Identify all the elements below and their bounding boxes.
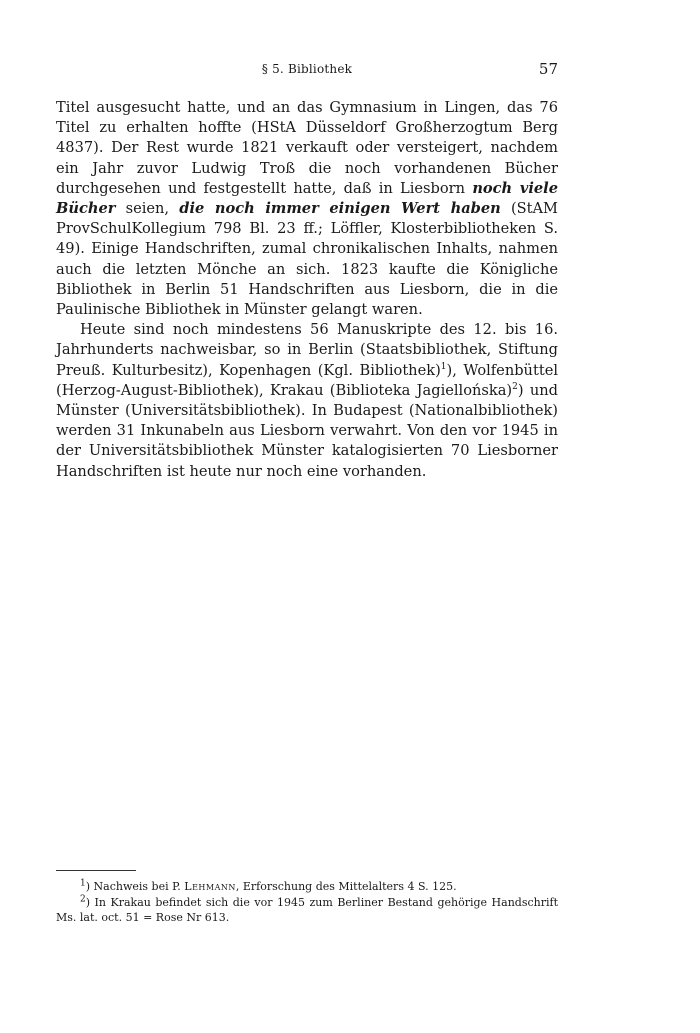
paragraph-1 bbox=[56, 98, 558, 320]
footnote-ref-2: 2 bbox=[512, 381, 518, 392]
footnote-2-text: ) In Krakau befindet sich die vor 1945 zum Berliner Bestand gehörige Handschrift Ms. lat. oct. 51 = Rose Nr 613. bbox=[56, 895, 558, 924]
paragraph-2-text-b: ), Wolfenbüttel (Herzog-August-Bibliothek), Krakau (Biblioteka Jagiellońska) bbox=[56, 361, 558, 399]
footnote-divider bbox=[56, 870, 136, 871]
paragraph-1-text-b: seien, bbox=[115, 200, 180, 218]
paragraph-1-text-a: Titel ausgesucht hatte, und an das Gymnasium in Lingen, das 76 Titel zu erhalten hoffte (HStA Düsseldorf Großherzogtum Berg 4837). Der Rest wurde 1821 verkauft oder versteigert, nachdem ein Jahr zuvor Ludwig Troß die noch vorhandenen Bücher durchgesehen und festgestellt hatte, daß in Liesborn bbox=[56, 99, 558, 197]
running-head-title: § 5. Bibliothek bbox=[261, 62, 353, 76]
paragraph-2-text-a: Heute sind noch mindestens 56 Manuskripte des 12. bis 16. Jahrhunderts nachweisbar, so in Berlin (Staatsbibliothek, Stiftung Preuß. Kulturbesitz), Kopenhagen (Kgl. Bibliothek) bbox=[56, 321, 558, 379]
footnotes bbox=[56, 879, 558, 926]
page-number: 57 bbox=[538, 60, 558, 78]
footnote-1 bbox=[56, 879, 558, 895]
footnote-ref-1: 1 bbox=[440, 361, 447, 372]
footnote-1-text-a: ) Nachweis bei P. bbox=[85, 880, 185, 893]
footnote-1-marker: 1 bbox=[80, 878, 86, 889]
body-text bbox=[56, 98, 558, 482]
footnote-1-text-b: , Erforschung des Mittelalters 4 S. 125. bbox=[235, 880, 457, 893]
paragraph-1-text-c: (StAM ProvSchulKollegium 798 Bl. 23 ff.; Löffler, Klosterbibliotheken S. 49). Einige Handschriften, zumal chronikalischen Inhalts, nahmen auch die letzten Mönche an sich. 1823 kaufte die Königliche Bibliothek in Berlin 51 Handschriften aus Liesborn, die in die Paulinische Bibliothek in Münster gelangt waren. bbox=[56, 200, 558, 319]
paragraph-1-emphasis-1: noch viele Bücher bbox=[56, 179, 558, 218]
footnote-2-marker: 2 bbox=[80, 893, 86, 904]
footnote-2 bbox=[56, 895, 558, 926]
paragraph-1-emphasis-2: die noch immer einigen Wert haben bbox=[179, 200, 501, 218]
running-head bbox=[56, 60, 558, 80]
paragraph-2-text-c: ) und Münster (Universitätsbibliothek). In Budapest (Nationalbibliothek) werden 31 Inkunabeln aus Liesborn verwahrt. Von den vor 1945 in der Universitätsbibliothek Münster katalogisierten 70 Liesborner Handschriften ist heute nur noch eine vorhanden. bbox=[56, 381, 558, 480]
footnote-1-author: Lehmann bbox=[184, 880, 236, 893]
paragraph-2 bbox=[56, 320, 558, 482]
